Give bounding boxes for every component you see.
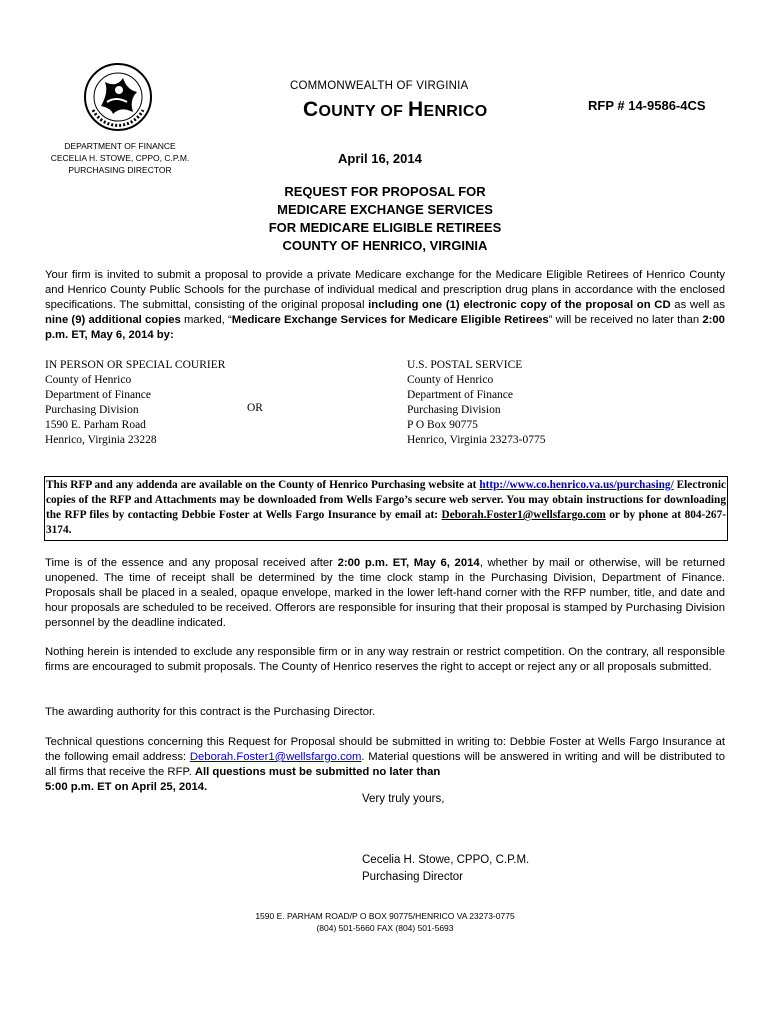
footer	[0, 910, 770, 934]
technical-questions-paragraph: Technical questions concerning this Request for Proposal should be submitted in writing to: Debbie Foster at Wells Fargo Insurance at the following email address: Deborah.Foster1@wellsfargo.com. Material questions will be answered in writing and will be distributed to all firms that receive the RFP. All questions must be submitted no later than 5:00 p.m. ET on April 25, 2014.	[45, 736, 725, 793]
footer-phone: (804) 501-5660 FAX (804) 501-5693	[316, 923, 454, 933]
title-line: FOR MEDICARE ELIGIBLE RETIREES	[268, 220, 502, 235]
title-line: COUNTY OF HENRICO, VIRGINIA	[282, 238, 488, 253]
address-line: Purchasing Division	[407, 404, 501, 416]
address-line: Henrico, Virginia 23273-0775	[407, 434, 546, 446]
signer-name: Cecelia H. Stowe, CPPO, C.P.M.	[362, 854, 530, 866]
closing: Very truly yours,	[362, 793, 445, 805]
dept-line: PURCHASING DIRECTOR	[68, 165, 172, 175]
letter-date: April 16, 2014	[338, 151, 422, 166]
county-seal-icon	[83, 62, 153, 132]
document-title	[0, 183, 770, 255]
commonwealth-heading: COMMONWEALTH OF VIRGINIA	[290, 80, 469, 92]
title-line: REQUEST FOR PROPOSAL FOR	[284, 184, 486, 199]
address-line: Department of Finance	[407, 389, 514, 401]
or-label: OR	[247, 402, 263, 414]
address-line: IN PERSON OR SPECIAL COURIER	[45, 359, 226, 371]
address-in-person	[45, 358, 225, 448]
rfp-availability-notice: This RFP and any addenda are available on the County of Henrico Purchasing website at http://www.co.henrico.va.us/purchasing/ Electronic copies of the RFP and Attachments may be downloaded from Wells Fargo’s secure web server. You may obtain instructions for downloading the RFP files by contacting Debbie Foster at Wells Fargo Insurance by email at: Deborah.Foster1@wellsfargo.com or by phone at 804-267-3174.	[44, 476, 728, 541]
address-postal	[407, 358, 545, 448]
county-name: COUNTY OF HENRICO	[303, 98, 488, 121]
address-line: Henrico, Virginia 23228	[45, 434, 157, 446]
time-paragraph: Time is of the essence and any proposal received after 2:00 p.m. ET, May 6, 2014, whether by mail or otherwise, will be returned unopened. The time of receipt shall be determined by the time clock stamp in the Purchasing Division, Department of Finance. Proposals shall be placed in a sealed, opaque envelope, marked in the lower left-hand corner with the RFP number, title, and date and hour proposals are scheduled to be received. Offerors are responsible for insuring that their proposal is stamped by Purchasing Division personnel by the deadline indicated.	[45, 557, 725, 629]
address-line: Purchasing Division	[45, 404, 139, 416]
contact-email[interactable]: Deborah.Foster1@wellsfargo.com	[441, 509, 606, 521]
address-line: U.S. POSTAL SERVICE	[407, 359, 523, 371]
address-line: Department of Finance	[45, 389, 152, 401]
dept-line: DEPARTMENT OF FINANCE	[64, 141, 176, 151]
signer-title: Purchasing Director	[362, 871, 463, 883]
purchasing-website-link[interactable]: http://www.co.henrico.va.us/purchasing/	[479, 479, 674, 491]
rfp-number: RFP # 14-9586-4CS	[588, 98, 706, 113]
signature-block	[362, 852, 529, 886]
title-line: MEDICARE EXCHANGE SERVICES	[277, 202, 493, 217]
technical-email-link[interactable]: Deborah.Foster1@wellsfargo.com	[189, 751, 362, 763]
footer-address: 1590 E. PARHAM ROAD/P O BOX 90775/HENRICO VA 23273-0775	[255, 911, 515, 921]
intro-paragraph: Your firm is invited to submit a proposal to provide a private Medicare exchange for the Medicare Eligible Retirees of Henrico County and Henrico County Public Schools for the purchase of individual medical and prescription drug plans in accordance with the enclosed specifications. The submittal, consisting of the original proposal including one (1) electronic copy of the proposal on CD as well as nine (9) additional copies marked, “Medicare Exchange Services for Medicare Eligible Retirees” will be received no later than 2:00 p.m. ET, May 6, 2014 by:	[45, 269, 725, 341]
address-line: P O Box 90775	[407, 419, 478, 431]
nothing-herein-paragraph: Nothing herein is intended to exclude any responsible firm or in any way restrain or restrict competition. On the contrary, all responsible firms are encouraged to submit proposals. The County of Henrico reserves the right to accept or reject any or all proposals submitted.	[45, 646, 725, 673]
address-line: County of Henrico	[45, 374, 132, 386]
awarding-paragraph: The awarding authority for this contract is the Purchasing Director.	[45, 706, 376, 718]
department-block	[40, 140, 200, 176]
dept-line: CECELIA H. STOWE, CPPO, C.P.M.	[50, 153, 190, 163]
address-line: County of Henrico	[407, 374, 494, 386]
address-line: 1590 E. Parham Road	[45, 419, 146, 431]
